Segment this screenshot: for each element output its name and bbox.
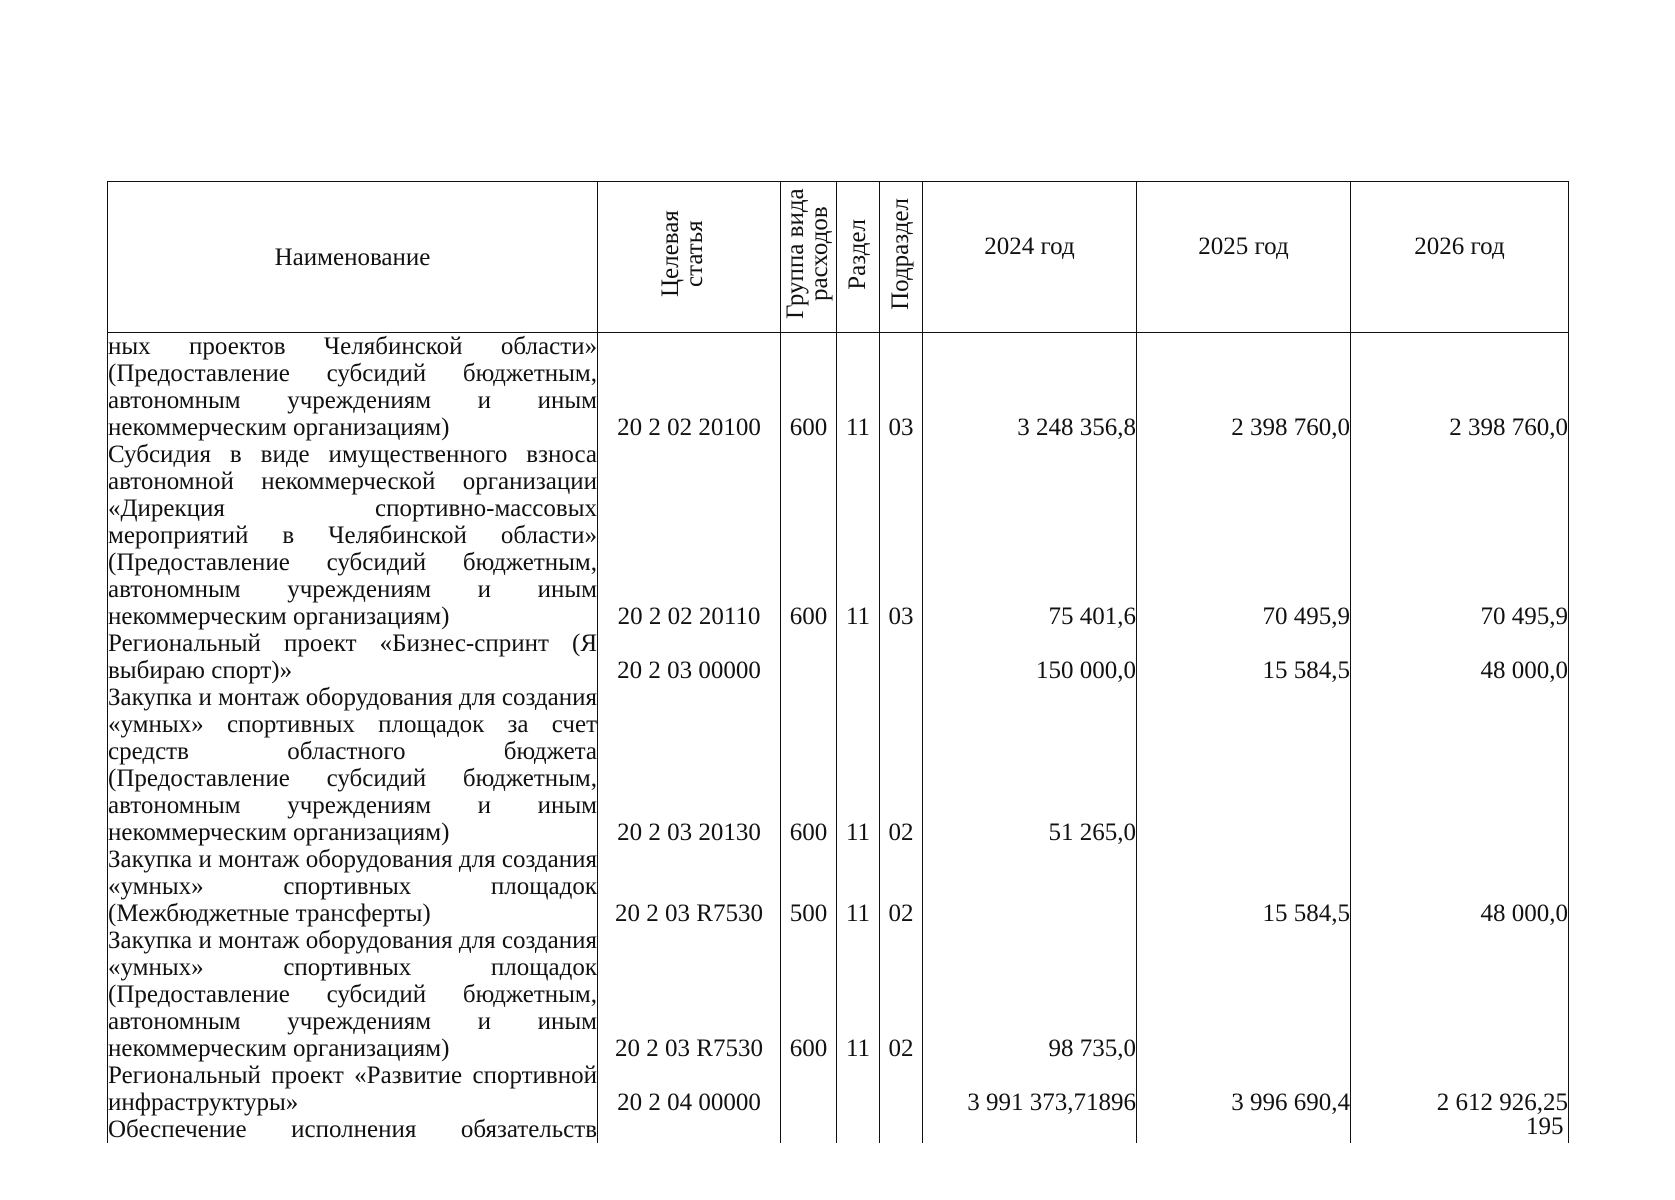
row-name: Закупка и монтаж оборудования для создания «умных» спортивных площадок (Предоставление субсидий бюджетным, автономным учреждениям и иным некоммерческим организациям) [108,927,597,1062]
row-name: Региональный проект «Развитие спортивной инфраструктуры» [108,1062,597,1116]
row-subsection: 03 [880,333,923,442]
row-value-2026: 48 000,0 [1351,846,1569,927]
row-section [837,1062,880,1116]
row-subsection [880,1116,923,1143]
row-name: ных проектов Челябинской области» (Предоставление субсидий бюджетным, автономным учреждениям и иным некоммерческим организациям) [108,333,597,441]
row-value-2026: 48 000,0 [1351,630,1569,684]
row-section [837,630,880,684]
row-section: 11 [837,441,880,630]
table-row-continued [108,1116,1569,1143]
row-subsection: 02 [880,684,923,846]
row-name: Обеспечение исполнения обязательств [108,1116,597,1143]
row-group [781,1062,837,1116]
row-name: Региональный проект «Бизнес-спринт (Я выбираю спорт)» [108,630,597,684]
row-value-2024: 3 248 356,8 [923,333,1137,442]
row-code [598,1116,781,1143]
row-value-2024: 3 991 373,71896 [923,1062,1137,1116]
row-group: 600 [781,333,837,442]
row-section [837,1116,880,1143]
table-row [108,1062,1569,1116]
row-subsection: 02 [880,846,923,927]
table-row [108,441,1569,630]
row-code: 20 2 03 20130 [598,684,781,846]
row-value-2025: 15 584,5 [1137,846,1351,927]
row-subsection: 02 [880,927,923,1062]
table-row [108,927,1569,1062]
row-value-2024: 150 000,0 [923,630,1137,684]
row-name: Закупка и монтаж оборудования для создания «умных» спортивных площадок за счет средств областного бюджета (Предоставление субсидий бюджетным, автономным учреждениям и иным некоммерческим организациям) [108,684,597,846]
row-subsection: 03 [880,441,923,630]
header-year-2024: 2024 год [923,182,1137,333]
row-code: 20 2 04 00000 [598,1062,781,1116]
row-value-2025: 2 398 760,0 [1137,333,1351,442]
budget-table [107,181,1569,1143]
row-value-2026 [1351,684,1569,846]
row-code: 20 2 02 20100 [598,333,781,442]
row-value-2024: 98 735,0 [923,927,1137,1062]
row-value-2025 [1137,1116,1351,1143]
header-target-article: Целевая статья [598,182,781,333]
row-group: 500 [781,846,837,927]
row-value-2025 [1137,684,1351,846]
header-name: Наименование [108,182,598,333]
row-group [781,1116,837,1143]
header-year-2026: 2026 год [1351,182,1569,333]
row-code: 20 2 02 20110 [598,441,781,630]
row-value-2025: 70 495,9 [1137,441,1351,630]
row-value-2025 [1137,927,1351,1062]
row-value-2026: 2 612 926,25 [1351,1062,1569,1116]
row-name: Субсидия в виде имущественного взноса автономной некоммерческой организации «Дирекция спортивно-массовых мероприятий в Челябинской области» (Предоставление субсидий бюджетным, автономным учреждениям и иным некоммерческим организациям) [108,441,597,630]
header-expense-group: Группа вида расходов [781,182,837,333]
header-year-2025: 2025 год [1137,182,1351,333]
row-value-2025: 3 996 690,4 [1137,1062,1351,1116]
row-group: 600 [781,927,837,1062]
row-value-2026: 2 398 760,0 [1351,333,1569,442]
row-code: 20 2 03 00000 [598,630,781,684]
row-group: 600 [781,684,837,846]
row-value-2024 [923,1116,1137,1143]
row-section: 11 [837,684,880,846]
row-code: 20 2 03 R7530 [598,927,781,1062]
row-subsection [880,1062,923,1116]
header-section: Раздел [837,182,880,333]
row-section: 11 [837,333,880,442]
table-row [108,846,1569,927]
row-name: Закупка и монтаж оборудования для создания «умных» спортивных площадок (Межбюджетные трансферты) [108,846,597,927]
row-code: 20 2 03 R7530 [598,846,781,927]
header-subsection: Подраздел [880,182,923,333]
row-section: 11 [837,927,880,1062]
table-row [108,630,1569,684]
row-value-2026 [1351,927,1569,1062]
row-subsection [880,630,923,684]
row-value-2025: 15 584,5 [1137,630,1351,684]
row-value-2024 [923,846,1137,927]
table-row [108,333,1569,442]
row-section: 11 [837,846,880,927]
table-header-row [108,182,1569,333]
row-value-2026: 70 495,9 [1351,441,1569,630]
page-number: 195 [1526,1113,1564,1140]
row-value-2024: 51 265,0 [923,684,1137,846]
row-group [781,630,837,684]
row-group: 600 [781,441,837,630]
table-row [108,684,1569,846]
row-value-2024: 75 401,6 [923,441,1137,630]
